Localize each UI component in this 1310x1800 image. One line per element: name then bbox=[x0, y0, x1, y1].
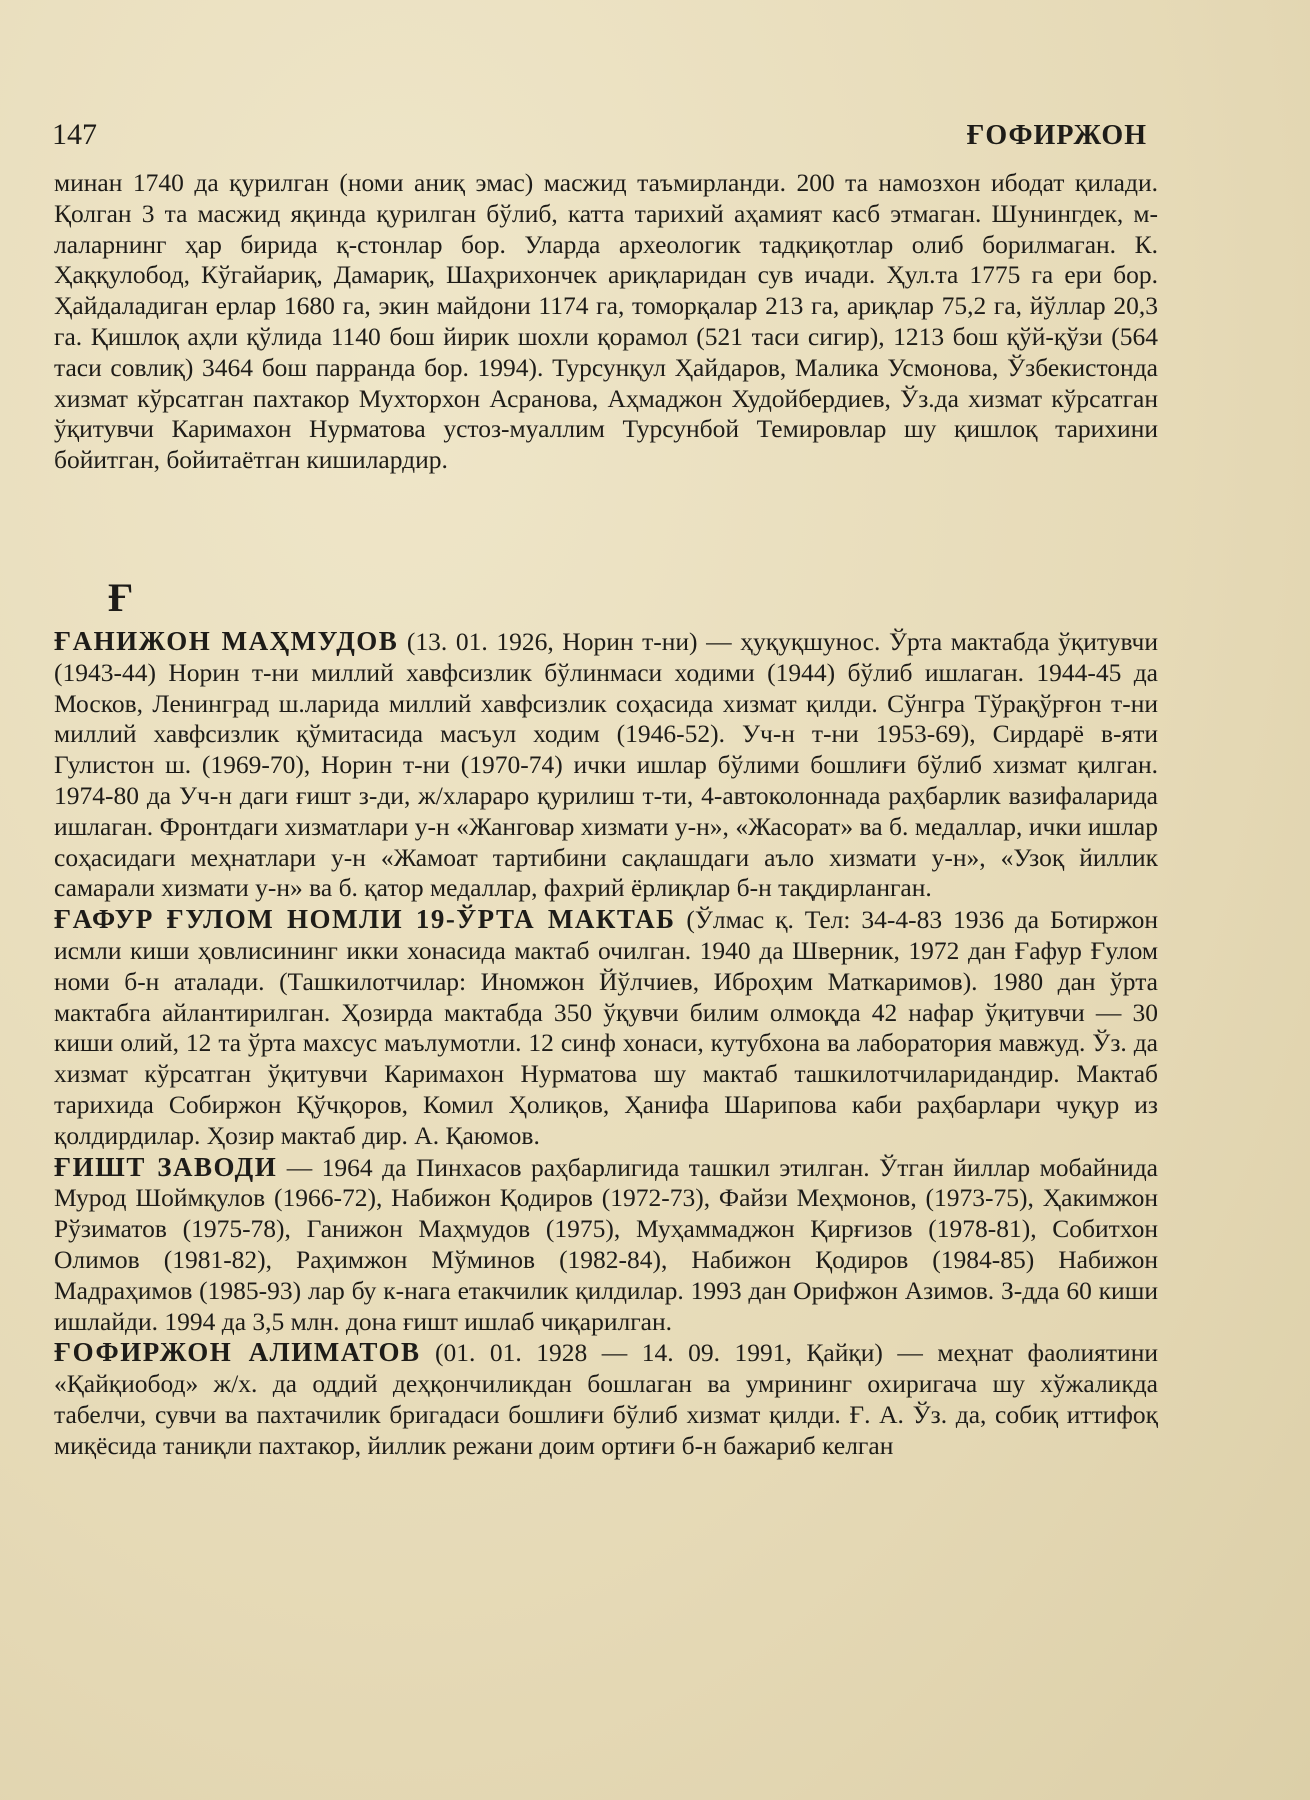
entry-headword: ҒАНИЖОН МАҲМУДОВ bbox=[54, 626, 399, 656]
entry-headword: ҒАФУР ҒУЛОМ НОМЛИ 19-ЎРТА МАКТАБ bbox=[54, 904, 676, 935]
entry-gofirjon-alimatov bbox=[54, 1337, 1158, 1461]
entry-gafur-gulom-school bbox=[54, 904, 1158, 1151]
entries-block bbox=[54, 626, 1158, 1462]
page-header bbox=[52, 118, 1147, 158]
entry-ganijon-makhmudov bbox=[54, 626, 1158, 904]
entry-body: (01. 01. 1928 — 14. 09. 1991, Қайқи) — меҳнат фаолиятини «Қайқиобод» ж/х. да оддий деҳқончиликдан бошлаган ва умрининг охиригача шу хўжаликда табелчи, сувчи ва пахтачилик бригадаси бошлиғи бўлиб хизмат қилди. Ғ. А. Ўз. да, собиқ иттифоқ миқёсида таниқли пахтакор, йиллик режани доим ортиғи б-н бажариб келган bbox=[54, 1338, 1158, 1460]
continuation-block bbox=[54, 168, 1158, 476]
entry-body: (13. 01. 1926, Норин т-ни) — ҳуқуқшунос. Ўрта мактабда ўқитувчи (1943-44) Норин т-ни миллий хавфсизлик бўлинмаси ходими (1944) бўлиб ишлаган. 1944-45 да Москов, Ленинград ш.ларида миллий хавфсизлик соҳасида хизмат қилди. Сўнгра Тўрақўрғон т-ни миллий хавфсизлик қўмитасида масъул ходим (1946-52). Уч-н т-ни 1953-69), Сирдарё в-яти Гулистон ш. (1969-70), Норин т-ни (1970-74) ички ишлар бўлими бошлиғи бўлиб хизмат қилган. 1974-80 да Уч-н даги ғишт з-ди, ж/хлараро қурилиш т-ти, 4-автоколоннада раҳбарлик вазифаларида ишлаган. Фронтдаги хизматлари у-н «Жанговар хизмати у-н», «Жасорат» ва б. медаллар, ички ишлар соҳасидаги меҳнатлари у-н «Жамоат тартибини сақлашдаги аъло хизмати у-н», «Узоқ йиллик самарали хизмати у-н» ва б. қатор медаллар, фахрий ёрлиқлар б-н тақдирланган. bbox=[54, 627, 1158, 903]
entry-brick-factory bbox=[54, 1152, 1158, 1338]
entry-headword: ҒИШТ ЗАВОДИ bbox=[54, 1151, 278, 1182]
continuation-text: минан 1740 да қурилган (номи аниқ эмас) масжид таъмирланди. 200 та намозхон ибодат қилади. Қолган 3 та масжид яқинда қурилган бўлиб, катта тарихий аҳамият касб этмаган. Шунингдек, м-лаларнинг ҳар бирида қ-стонлар бор. Уларда археологик тадқиқотлар олиб борилмаган. К. Ҳаққулобод, Кўгайариқ, Дамариқ, Шаҳрихончек ариқларидан сув ичади. Ҳул.та 1775 га ери бор. Ҳайдаладиган ерлар 1680 га, экин майдони 1174 га, томорқалар 213 га, ариқлар 75,2 га, йўллар 20,3 га. Қишлоқ аҳли қўлида 1140 бош йирик шохли қорамол (521 таси сигир), 1213 бош қўй-қўзи (564 таси совлиқ) 3464 бош парранда бор. 1994). Турсунқул Ҳайдаров, Малика Усмонова, Ўзбекистонда хизмат кўрсатган пахтакор Мухторхон Асранова, Аҳмаджон Худойбердиев, Ўз.да хизмат кўрсатган ўқитувчи Каримахон Нурматова устоз-муаллим Турсунбой Темировлар шу қишлоқ тарихини бойитган, бойитаётган кишилардир. bbox=[54, 168, 1158, 475]
page-number: 147 bbox=[52, 118, 97, 151]
entry-body: — 1964 да Пинхасов раҳбарлигида ташкил этилган. Ўтган йиллар мобайнида Мурод Шоймқулов (1966-72), Набижон Қодиров (1972-73), Файзи Меҳмонов, (1973-75), Ҳакимжон Рўзиматов (1975-78), Ганижон Маҳмудов (1975), Муҳаммаджон Қирғизов (1978-81), Собитхон Олимов (1981-82), Раҳимжон Мўминов (1982-84), Набижон Қодиров (1984-85) Набижон Мадраҳимов (1985-93) лар бу к-нага етакчилик қилдилар. 1993 дан Орифжон Азимов. З-дда 60 киши ишлайди. 1994 да 3,5 млн. дона ғишт ишлаб чиқарилган. bbox=[54, 1152, 1158, 1336]
entry-body: (Ўлмас қ. Тел: 34-4-83 1936 да Ботиржон исмли киши ҳовлисининг икки хонасида мактаб очилган. 1940 да Шверник, 1972 дан Ғафур Ғулом номи б-н аталади. (Ташкилотчилар: Иномжон Йўлчиев, Иброҳим Маткаримов). 1980 дан ўрта мактабга айлантирилган. Ҳозирда мактабда 350 ўқувчи билим олмоқда 42 нафар ўқитувчи — 30 киши олий, 12 та ўрта махсус маълумотли. 12 синф хонаси, кутубхона ва лаборатория мавжуд. Ўз. да хизмат кўрсатган ўқитувчи Каримахон Нурматова шу мактаб ташкилотчиларидандир. Мактаб тарихида Собиржон Қўчқоров, Комил Ҳолиқов, Ҳанифа Шарипова каби раҳбарлари чуқур из қолдирдилар. Ҳозир мактаб дир. А. Қаюмов. bbox=[54, 905, 1158, 1150]
entry-headword: ҒОФИРЖОН АЛИМАТОВ bbox=[54, 1337, 421, 1368]
running-head: ҒОФИРЖОН bbox=[966, 120, 1147, 151]
letter-divider: Ғ bbox=[108, 575, 134, 620]
